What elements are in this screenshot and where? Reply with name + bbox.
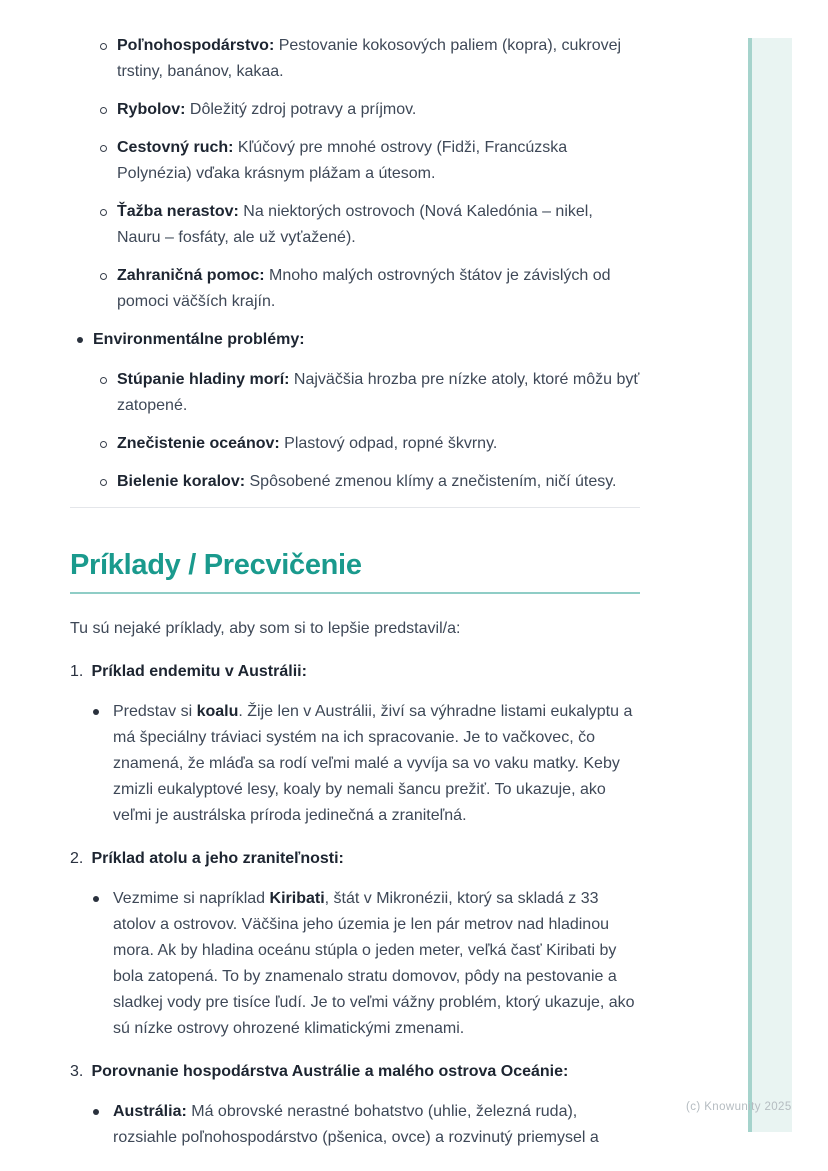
disc-bullet-icon bbox=[93, 1109, 99, 1115]
disc-bullet-icon bbox=[93, 896, 99, 902]
circle-bullet-icon bbox=[100, 107, 107, 114]
list-item-text: Spôsobené zmenou klímy a znečistením, ničí útesy. bbox=[249, 473, 617, 490]
document-content bbox=[70, 33, 640, 1168]
circle-bullet-icon bbox=[100, 273, 107, 280]
circle-bullet-icon bbox=[100, 43, 107, 50]
example-title bbox=[70, 1059, 640, 1085]
list-item-label: Ťažba nerastov: bbox=[117, 203, 239, 220]
list-item bbox=[70, 431, 640, 457]
list-item-label: Poľnohospodárstvo: bbox=[117, 37, 275, 54]
example-text-bold: Austrália: bbox=[113, 1103, 187, 1120]
list-item-text: Najväčšia hrozba pre nízke atoly, ktoré môžu byť zatopené. bbox=[117, 371, 640, 414]
example-number: 3. bbox=[70, 1063, 84, 1080]
example-item bbox=[70, 1059, 640, 1151]
section-title-underline bbox=[70, 592, 640, 594]
example-title-text: Porovnanie hospodárstva Austrálie a malého ostrova Oceánie: bbox=[91, 1063, 569, 1080]
example-paragraph bbox=[70, 1099, 640, 1151]
list-item bbox=[70, 199, 640, 251]
example-title-text: Príklad endemitu v Austrálii: bbox=[91, 663, 307, 680]
list-item-label: Stúpanie hladiny morí: bbox=[117, 371, 290, 388]
env-problems-list bbox=[70, 367, 640, 495]
circle-bullet-icon bbox=[100, 377, 107, 384]
list-item-label: Cestovný ruch: bbox=[117, 139, 234, 156]
example-text-after: Má obrovské nerastné bohatstvo (uhlie, železná ruda), rozsiahle poľnohospodárstvo (pšenica, ovce) a rozvinutý priemysel a bbox=[113, 1103, 599, 1146]
list-item-label: Rybolov: bbox=[117, 101, 186, 118]
env-problems-label: Environmentálne problémy: bbox=[93, 331, 305, 348]
env-problems-header bbox=[70, 327, 640, 353]
example-text-bold: koalu bbox=[196, 703, 239, 720]
list-item-text: Plastový odpad, ropné škvrny. bbox=[284, 435, 498, 452]
list-item bbox=[70, 367, 640, 419]
example-item bbox=[70, 659, 640, 829]
scroll-indicator[interactable] bbox=[748, 38, 792, 1132]
section-divider bbox=[70, 507, 640, 508]
example-number: 1. bbox=[70, 663, 84, 680]
examples-list bbox=[70, 659, 640, 1151]
list-item-text: Mnoho malých ostrovných štátov je závislých od pomoci väčších krajín. bbox=[117, 267, 611, 310]
list-item bbox=[70, 469, 640, 495]
example-text-after: . Žije len v Austrálii, živí sa výhradne listami eukalyptu a má špeciálny tráviaci systém na ich spracovanie. Je to vačkovec, čo znamená, že mláďa sa rodí veľmi malé a vyvíja sa vo vaku matky. Keby zmizli eukalyptové lesy, koaly by nemali šancu prežiť. To ukazuje, ako veľmi je austrálska príroda jedinečná a zraniteľná. bbox=[113, 703, 633, 824]
intro-paragraph: Tu sú nejaké príklady, aby som si to lepšie predstavil/a: bbox=[70, 620, 461, 637]
example-text-before: Predstav si bbox=[113, 703, 197, 720]
circle-bullet-icon bbox=[100, 479, 107, 486]
example-text-after: , štát v Mikronézii, ktorý sa skladá z 33 atolov a ostrovov. Väčšina jeho územia je len pár metrov nad hladinou mora. Ak by hladina oceánu stúpla o jeden meter, veľká časť Kiribati by bola zatopená. To by znamenalo stratu domovov, pôdy na pestovanie a sladkej vody pre tisíce ľudí. Je to veľmi vážny problém, ktorý ukazuje, ako sú nízke ostrovy ohrozené klimatickými zmenami. bbox=[113, 890, 635, 1037]
list-item bbox=[70, 33, 640, 85]
list-item-label: Bielenie koralov: bbox=[117, 473, 246, 490]
disc-bullet-icon bbox=[93, 709, 99, 715]
list-item-text: Na niektorých ostrovoch (Nová Kaledónia – nikel, Nauru – fosfáty, ale už vyťažené). bbox=[117, 203, 593, 246]
list-item-label: Zahraničná pomoc: bbox=[117, 267, 265, 284]
example-title bbox=[70, 659, 640, 685]
list-item-label: Znečistenie oceánov: bbox=[117, 435, 280, 452]
example-title bbox=[70, 846, 640, 872]
example-item bbox=[70, 846, 640, 1042]
list-item bbox=[70, 97, 640, 123]
list-item-text: Pestovanie kokosových paliem (kopra), cukrovej trstiny, banánov, kakaa. bbox=[117, 37, 622, 80]
list-item-text: Kľúčový pre mnohé ostrovy (Fidži, Francúzska Polynézia) vďaka krásnym plážam a útesom. bbox=[117, 139, 568, 182]
economy-list bbox=[70, 33, 640, 315]
list-item bbox=[70, 135, 640, 187]
example-text-bold: Kiribati bbox=[269, 890, 325, 907]
section-title: Príklady / Precvičenie bbox=[70, 549, 362, 581]
example-title-text: Príklad atolu a jeho zraniteľnosti: bbox=[91, 850, 344, 867]
example-paragraph bbox=[70, 886, 640, 1042]
list-item-text: Dôležitý zdroj potravy a príjmov. bbox=[189, 101, 417, 118]
circle-bullet-icon bbox=[100, 209, 107, 216]
example-number: 2. bbox=[70, 850, 84, 867]
circle-bullet-icon bbox=[100, 441, 107, 448]
disc-bullet-icon bbox=[77, 337, 83, 343]
copyright-watermark: (c) Knowunity 2025 bbox=[686, 1101, 792, 1113]
example-text-before: Vezmime si napríklad bbox=[113, 890, 270, 907]
circle-bullet-icon bbox=[100, 145, 107, 152]
list-item bbox=[70, 263, 640, 315]
example-paragraph bbox=[70, 699, 640, 829]
